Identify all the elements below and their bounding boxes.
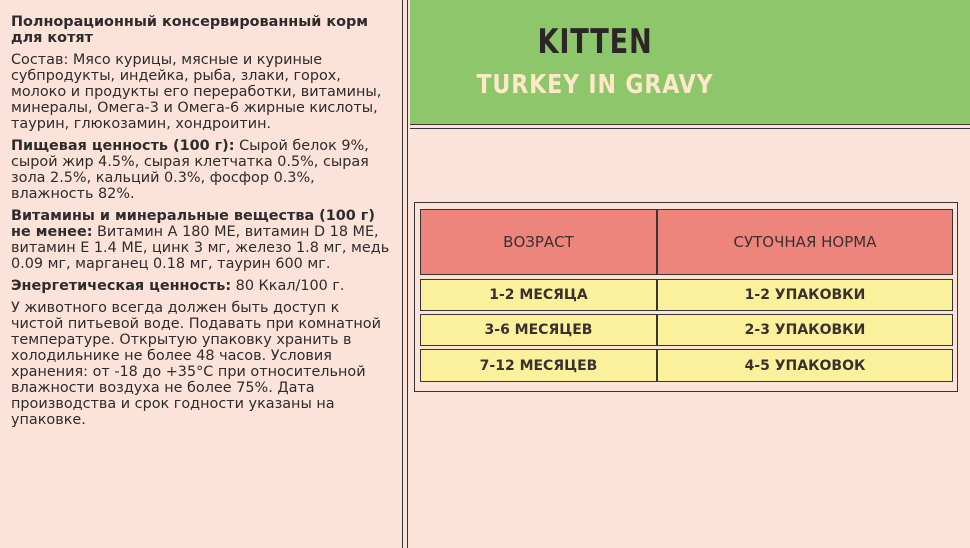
energy-label: Энергетическая ценность: (11, 278, 232, 294)
energy-value: 80 Ккал/100 г. (235, 278, 345, 294)
divider-line (407, 0, 408, 548)
table-header-norm: СУТОЧНАЯ НОРМА (657, 209, 953, 275)
storage-text: У животного всегда должен быть доступ к чистой питьевой воде. Подавать при комнатной температуре. Открытую упаковку хранить в холодильнике не более 48 часов. Условия хранения: от -18 до +35°С при относительной влажности воздуха не более 75%. Дата производства и срок годности указаны на упаковке. (11, 300, 381, 428)
composition-panel (0, 0, 402, 548)
table-header-age: ВОЗРАСТ (420, 209, 657, 275)
header-title: KITTEN (537, 22, 653, 62)
vitamins-label: Витамины и минеральные вещества (100 г) не менее: (11, 208, 375, 240)
table-cell-norm: 2-3 УПАКОВКИ (657, 314, 953, 346)
product-header (410, 0, 970, 125)
divider-line (402, 0, 403, 548)
nutrition-label: Пищевая ценность (100 г): (11, 138, 235, 154)
nutrition-text (11, 138, 396, 202)
table-cell-age: 7-12 МЕСЯЦЕВ (420, 349, 657, 382)
header-subtitle: TURKEY IN GRAVY (476, 70, 714, 100)
table-cell-norm: 1-2 УПАКОВКИ (657, 279, 953, 311)
ingredients-value: Мясо курицы, мясные и куриные субпродукты, индейка, рыба, злаки, горох, молоко и продукты его переработки, витамины, минералы, Омега-3 и Омега-6 жирные кислоты, таурин, глюкозамин, хондроитин. (11, 52, 382, 132)
header-divider (410, 128, 970, 129)
ingredients-text (11, 52, 396, 132)
table-cell-age: 3-6 МЕСЯЦЕВ (420, 314, 657, 346)
ingredients-label: Состав: (11, 52, 69, 68)
energy-text (11, 278, 396, 294)
vitamins-value: Витамин А 180 МЕ, витамин D 18 МЕ, витамин Е 1.4 МЕ, цинк 3 мг, железо 1.8 мг, медь 0.09 мг, марганец 0.18 мг, таурин 600 мг. (11, 224, 390, 272)
product-title: Полнорационный консервированный корм для котят (11, 14, 369, 46)
table-cell-age: 1-2 МЕСЯЦА (420, 279, 657, 311)
vitamins-text (11, 208, 396, 272)
table-cell-norm: 4-5 УПАКОВОК (657, 349, 953, 382)
nutrition-value: Сырой белок 9%, сырой жир 4.5%, сырая клетчатка 0.5%, сырая зола 2.5%, кальций 0.3%, фосфор 0.3%, влажность 82%. (11, 138, 369, 202)
